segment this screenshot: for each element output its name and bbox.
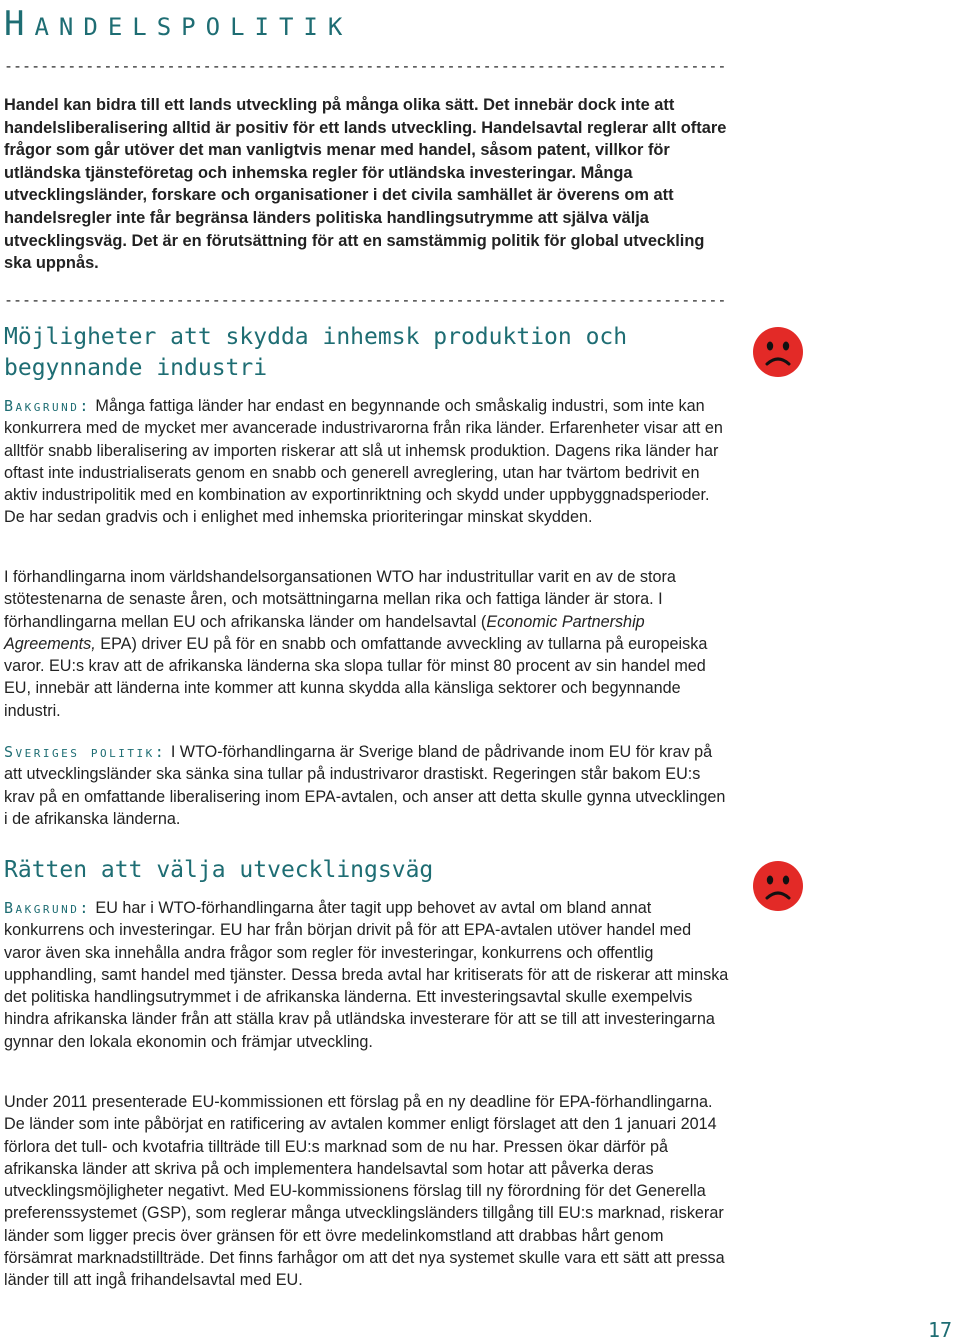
- page-title: Handelspolitik: [4, 4, 353, 44]
- bakgrund-label: Bakgrund:: [4, 397, 91, 415]
- sad-face-icon: [752, 326, 804, 378]
- intro-paragraph: Handel kan bidra till ett lands utveckling på många olika sätt. Det innebär dock inte att handelsliberalisering alltid är positiv för ett lands utveckling. Handelsavtal reglerar allt oftare frågor som går utöver det man vanligtvis menar med handel, såsom patent, villkor för utländska tjänsteföretag och inhemska regler för utländska investeringar. Många utvecklingsländer, forskare och organisationer i det civila samhället är överens om att handelsregler inte får begränsa länders politiska handlingsutrymme att själva välja utvecklingsväg. Det är en förutsättning för att en samstämmig politik för global utveckling ska uppnås.: [4, 96, 727, 273]
- bakgrund-label: Bakgrund:: [4, 899, 91, 917]
- divider: --------------------------------------------------------------------------------: [4, 292, 727, 308]
- paragraph-text: I förhandlingarna inom världshandelsorgansationen WTO har industritullar varit en av de stora stötestenarna de senaste åren, och motsättningarna mellan rika och fattiga länder är stora. I förhandlingarna mellan EU och afrikanska länder om handelsavtal (: [4, 568, 676, 631]
- section-heading-skydda-industri: Möjligheter att skydda inhemsk produktion och begynnande industri: [4, 324, 628, 381]
- bakgrund-text: Många fattiga länder har endast en begynnande och småskalig industri, som inte kan konkurrera med de mycket mer avancerade industrivarorna från rika länder. Erfarenheter visar att en alltför snabb liberalisering av importen riskerar att slå ut inhemsk produktion. Dagens rika länder har oftast inte industrialiserats genom en snabb och generell avreglering, utan har tvärtom bedrivit en aktiv industripolitik med en kombination av exportinriktning och skydd under uppbyggnadsperioder. De har sedan gradvis och i enlighet med inhemska prioriteringar minskat skydden.: [4, 397, 723, 527]
- page-number: 17: [928, 1318, 953, 1342]
- bakgrund-text: EU har i WTO-förhandlingarna åter tagit upp behovet av avtal om bland annat konkurrens och investeringar. EU har från början drivit på för att EPA-avtalen utöver handel med varor även ska innehålla andra frågor som regler för investeringar, konkurrens och offentlig upphandling, samt handel med tjänster. Dessa breda avtal har kritiserats för att de riskerar att minska det politiska handlingsutrymmet i de afrikanska länderna. Ett investeringsavtal skulle exempelvis hindra afrikanska länder från att ställa krav på utländska investerare för att se till att investeringarna gynnar den lokala ekonomin och främjar utveckling.: [4, 899, 729, 1051]
- section1-wto-paragraph: [4, 566, 730, 722]
- politik-label: Sveriges politik:: [4, 743, 167, 761]
- paragraph-text: EPA) driver EU på för en snabb och omfattande avveckling av tullarna på europeiska varor. EU:s krav att de afrikanska länderna ska slopa tullar för minst 80 procent av sin handel med EU, innebär att länderna inte kommer att kunna skydda alla känsliga sektorer och begynnande industri.: [4, 634, 708, 720]
- section2-bakgrund: [4, 897, 730, 1053]
- sad-face-icon: [752, 860, 804, 912]
- epa-term: Economic Partnership Agreements,: [4, 612, 645, 653]
- section2-deadline-paragraph: Under 2011 presenterade EU-kommissionen ett förslag på en ny deadline för EPA-förhandlingarna. De länder som inte påbörjat en ratificering av avtalen kommer enligt förslaget att den 1 januari 2014 förlora det tull- och kvotafria tillträde till EU:s marknad som de nu har. Pressen ökar därför på afrikanska länder att skriva på och implementera handelsavtal som hotar att påverka deras utvecklingsmöjligheter negativt. Med EU-kommissionens förslag till ny förordning för det Generella preferenssystemet (GSP), som reglerar många utvecklingsländers tillgång till EU:s marknad, riskerar länder som ligger precis över gränsen för ett övre medelinkomstland att drabbas hårt genom försämrat marknadstillträde. Det finns farhågor om att det nya systemet skulle vara ett sätt att pressa länder till att ingå frihandelsavtal med EU.: [4, 1093, 725, 1290]
- section1-bakgrund: [4, 395, 730, 529]
- section-heading-utvecklingsvag: Rätten att välja utvecklingsväg: [4, 857, 434, 883]
- politik-text: I WTO-förhandlingarna är Sverige bland de pådrivande inom EU för krav på att utvecklingsländer ska sänka sina tullar på industrivaror drastiskt. Regeringen står bakom EU:s krav på en omfattande liberalisering inom EPA-avtalen, och anser att detta skulle gynna utvecklingen i de afrikanska länderna.: [4, 743, 726, 828]
- divider: --------------------------------------------------------------------------------: [4, 58, 727, 74]
- section1-sveriges-politik: [4, 741, 730, 830]
